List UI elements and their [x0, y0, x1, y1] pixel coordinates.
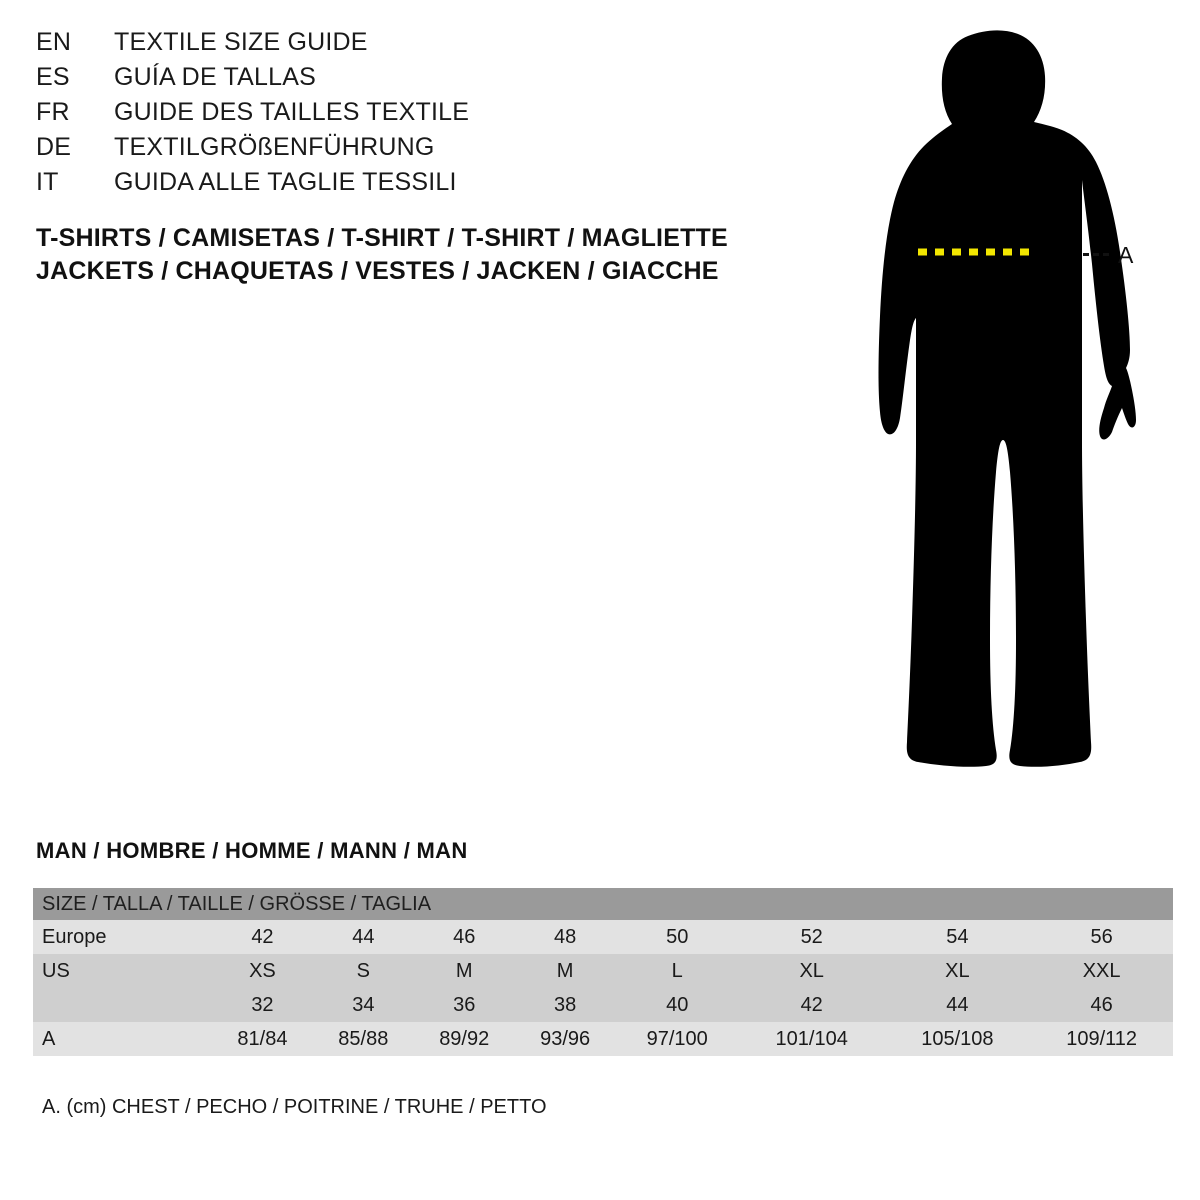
language-row	[36, 28, 736, 63]
language-code: IT	[36, 168, 59, 196]
table-cell: 89/92	[414, 1022, 515, 1056]
row-label: Europe	[33, 920, 212, 954]
body-figure	[800, 20, 1180, 780]
table-cell: 42	[739, 988, 885, 1022]
male-silhouette-icon	[800, 20, 1180, 780]
language-title: GUIDA ALLE TAGLIE TESSILI	[114, 168, 457, 196]
table-cell: 56	[1030, 920, 1173, 954]
table-footnote: A. (cm) CHEST / PECHO / POITRINE / TRUHE / PETTO	[42, 1096, 547, 1118]
language-code: DE	[36, 133, 72, 161]
measure-label-a: A	[1118, 242, 1134, 268]
table-row	[33, 988, 1173, 1022]
measure-leader-line	[1083, 253, 1109, 256]
row-label: A	[33, 1022, 212, 1056]
table-header-label: SIZE / TALLA / TAILLE / GRÖSSE / TAGLIA	[33, 888, 1173, 920]
table-cell: 42	[212, 920, 313, 954]
table-cell: 105/108	[885, 1022, 1031, 1056]
table-header-row	[33, 888, 1173, 920]
table-row	[33, 954, 1173, 988]
table-cell: 81/84	[212, 1022, 313, 1056]
table-cell: 54	[885, 920, 1031, 954]
language-title: GUÍA DE TALLAS	[114, 63, 316, 91]
table-cell: 109/112	[1030, 1022, 1173, 1056]
table-cell: 34	[313, 988, 414, 1022]
table-cell: 44	[885, 988, 1031, 1022]
table-cell: 93/96	[515, 1022, 616, 1056]
table-row	[33, 1022, 1173, 1056]
table-cell: 85/88	[313, 1022, 414, 1056]
language-title: GUIDE DES TAILLES TEXTILE	[114, 98, 470, 126]
garment-line-tshirts: T-SHIRTS / CAMISETAS / T-SHIRT / T-SHIRT / MAGLIETTE	[36, 224, 728, 252]
table-cell: 44	[313, 920, 414, 954]
table-cell: 36	[414, 988, 515, 1022]
table-cell: 97/100	[616, 1022, 739, 1056]
language-title: TEXTILGRÖßENFÜHRUNG	[114, 133, 435, 161]
table-cell: S	[313, 954, 414, 988]
table-cell: M	[414, 954, 515, 988]
language-list	[36, 28, 736, 203]
garment-types	[36, 222, 728, 288]
language-row	[36, 63, 736, 98]
table-cell: 48	[515, 920, 616, 954]
table-cell: 32	[212, 988, 313, 1022]
table-cell: L	[616, 954, 739, 988]
table-cell: 52	[739, 920, 885, 954]
table-cell: 101/104	[739, 1022, 885, 1056]
table-cell: 46	[414, 920, 515, 954]
language-code: FR	[36, 98, 70, 126]
table-cell: XL	[739, 954, 885, 988]
table-cell: 38	[515, 988, 616, 1022]
table-cell: 46	[1030, 988, 1173, 1022]
table-cell: XL	[885, 954, 1031, 988]
size-table	[33, 888, 1173, 1056]
table-cell: 50	[616, 920, 739, 954]
table-cell: XXL	[1030, 954, 1173, 988]
language-code: EN	[36, 28, 72, 56]
table-row	[33, 920, 1173, 954]
language-row	[36, 98, 736, 133]
table-cell: XS	[212, 954, 313, 988]
garment-line-jackets: JACKETS / CHAQUETAS / VESTES / JACKEN / GIACCHE	[36, 257, 719, 285]
row-label	[33, 988, 212, 1022]
language-row	[36, 133, 736, 168]
section-title-man: MAN / HOMBRE / HOMME / MANN / MAN	[36, 838, 468, 863]
language-row	[36, 168, 736, 203]
language-title: TEXTILE SIZE GUIDE	[114, 28, 368, 56]
row-label: US	[33, 954, 212, 988]
language-code: ES	[36, 63, 70, 91]
table-cell: M	[515, 954, 616, 988]
table-cell: 40	[616, 988, 739, 1022]
